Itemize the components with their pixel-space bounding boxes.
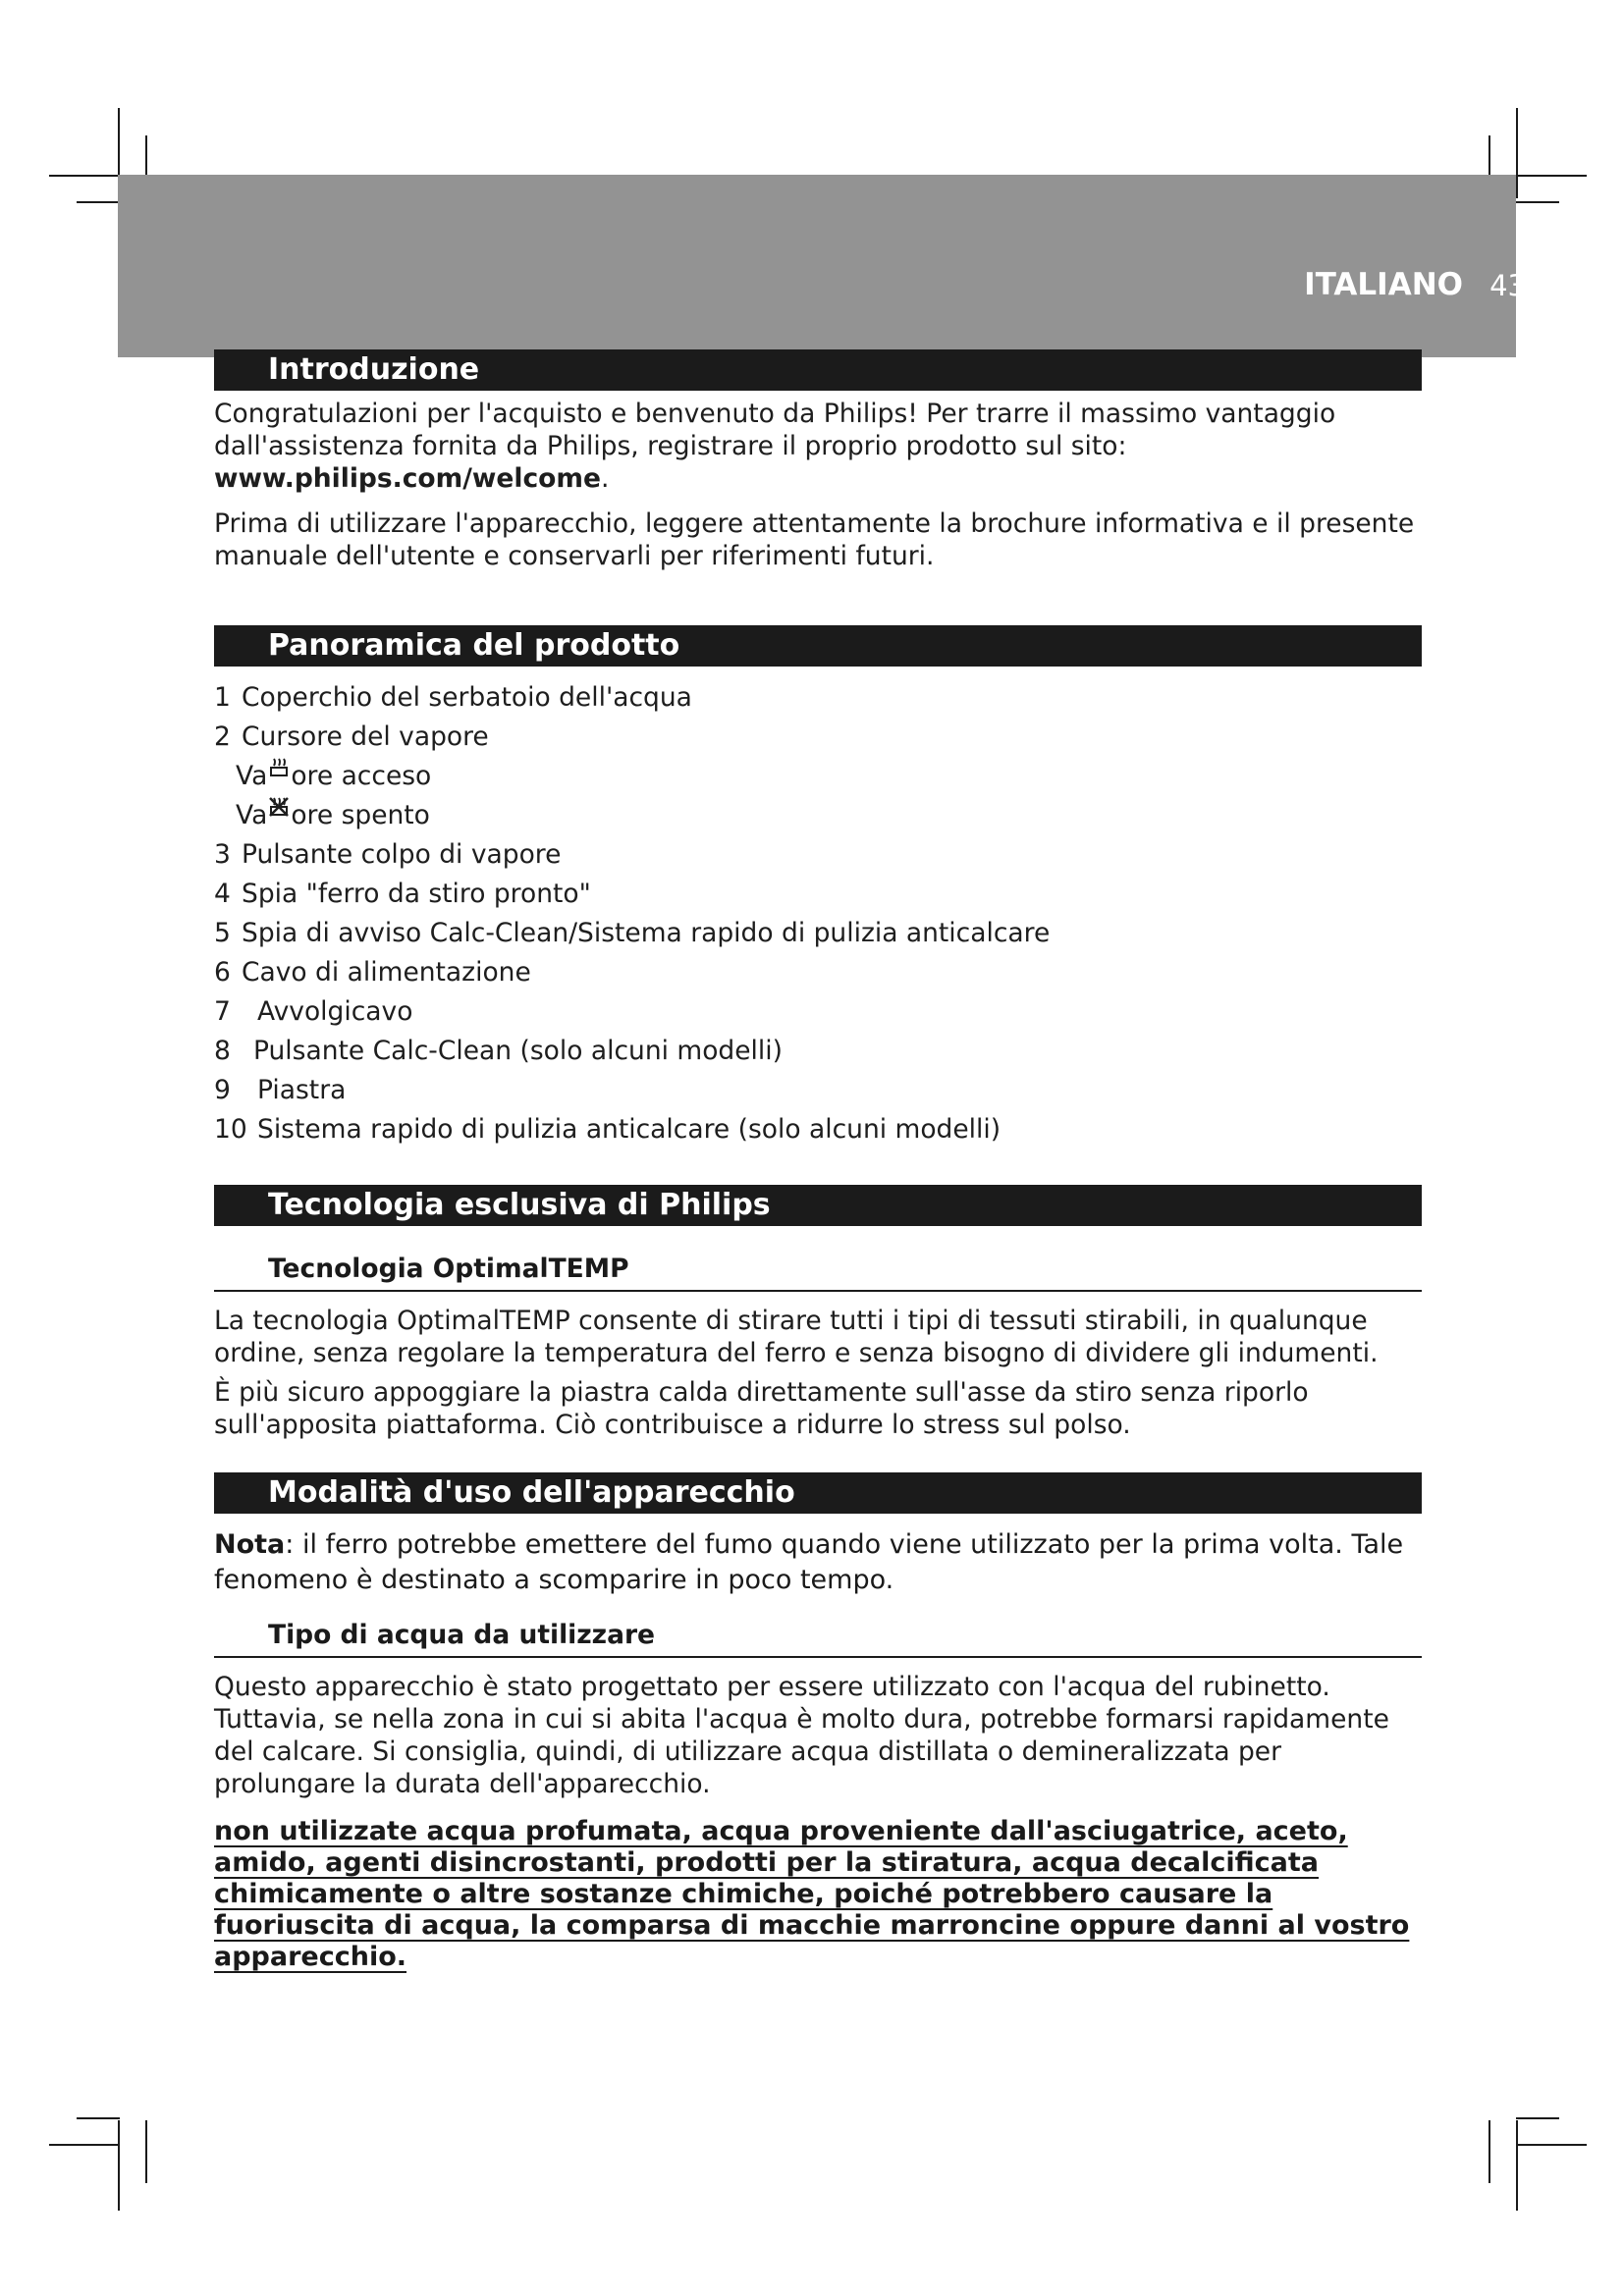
intro-paragraph-2: Prima di utilizzare l'apparecchio, leggere attentamente la brochure informativa e il presente manuale dell'utente e conservarli per riferimenti futuri. xyxy=(214,508,1415,571)
crop-mark xyxy=(49,2144,120,2146)
section-title-tecnologia: Tecnologia esclusiva di Philips xyxy=(214,1185,1422,1226)
welcome-url: www.philips.com/welcome xyxy=(214,463,601,494)
crop-mark xyxy=(1489,2120,1490,2183)
list-item xyxy=(214,1071,1422,1110)
list-item xyxy=(214,953,1422,992)
steam-on-icon xyxy=(268,757,290,778)
crop-mark xyxy=(1516,108,1518,198)
subsection-title-acqua: Tipo di acqua da utilizzare xyxy=(214,1620,1422,1658)
tecnologia-paragraph-1: La tecnologia OptimalTEMP consente di stirare tutti i tipi di tessuti stirabili, in qualunque ordine, senza regolare la temperatura del ferro e senza bisogno di dividere gli indumenti. xyxy=(214,1306,1379,1368)
sub-item-prefix: Va xyxy=(236,761,268,791)
crop-mark xyxy=(1516,201,1559,203)
crop-mark xyxy=(77,201,120,203)
list-item xyxy=(214,1032,1422,1071)
item-number: 6 xyxy=(214,957,231,988)
language-label: ITALIANO xyxy=(1304,267,1463,302)
crop-mark xyxy=(1516,2120,1518,2211)
note-paragraph xyxy=(214,1527,1422,1598)
item-number: 7 xyxy=(214,996,231,1027)
item-number: 2 xyxy=(214,721,231,752)
crop-mark xyxy=(145,2120,147,2183)
list-item xyxy=(214,992,1422,1032)
item-number: 1 xyxy=(214,682,231,713)
list-sub-item xyxy=(214,796,1422,835)
crop-mark xyxy=(118,2120,120,2211)
section-title-panoramica: Panoramica del prodotto xyxy=(214,625,1422,667)
crop-mark xyxy=(1516,2117,1559,2119)
item-label: Spia di avviso Calc-Clean/Sistema rapido di pulizia anticalcare xyxy=(242,918,1051,948)
item-label: Pulsante colpo di vapore xyxy=(242,839,562,870)
item-label: Cursore del vapore xyxy=(242,721,489,752)
list-item xyxy=(214,718,1422,757)
section-title-introduzione: Introduzione xyxy=(214,349,1422,391)
item-label: Piastra xyxy=(257,1075,347,1105)
list-sub-item xyxy=(214,757,1422,796)
acqua-paragraph: Questo apparecchio è stato progettato per essere utilizzato con l'acqua del rubinetto. Tuttavia, se nella zona in cui si abita l'acqua è molto dura, potrebbe formarsi rapidamente del calcare. Si consiglia, quindi, di utilizzare acqua distillata o demineralizzata per prolungare la durata dell'apparecchio. xyxy=(214,1672,1389,1799)
item-number: 9 xyxy=(214,1075,231,1105)
item-label: Sistema rapido di pulizia anticalcare (solo alcuni modelli) xyxy=(257,1114,1001,1145)
item-number: 4 xyxy=(214,879,231,909)
crop-mark xyxy=(1516,175,1587,177)
item-label: Spia "ferro da stiro pronto" xyxy=(242,879,591,909)
note-text: : il ferro potrebbe emettere del fumo quando viene utilizzato per la prima volta. Tale fenomeno è destinato a scomparire in poco tempo. xyxy=(214,1529,1404,1595)
sub-item-text: ore spento xyxy=(291,800,430,830)
subsection-title-optimaltemp: Tecnologia OptimalTEMP xyxy=(214,1254,1422,1292)
tecnologia-paragraph-2: È più sicuro appoggiare la piastra calda direttamente sull'asse da stiro senza riporlo sull'apposita piattaforma. Ciò contribuisce a ridurre lo stress sul polso. xyxy=(214,1377,1309,1440)
list-item xyxy=(214,914,1422,953)
item-label: Coperchio del serbatoio dell'acqua xyxy=(242,682,692,713)
intro-paragraph-1 xyxy=(214,398,1422,495)
intro-period: . xyxy=(600,463,610,494)
list-item xyxy=(214,875,1422,914)
warning-text: non utilizzate acqua profumata, acqua proveniente dall'asciugatrice, aceto, amido, agenti disincrostanti, prodotti per la stiratura, acqua decalcificata chimicamente o altre sostanze chimiche, poiché potrebbero causare la fuoriuscita di acqua, la comparsa di macchie marroncine oppure danni al vostro apparecchio. xyxy=(214,1816,1410,1972)
item-label: Pulsante Calc-Clean (solo alcuni modelli) xyxy=(253,1036,783,1066)
crop-mark xyxy=(49,175,120,177)
sub-item-text: ore acceso xyxy=(291,761,432,791)
item-number: 3 xyxy=(214,839,231,870)
item-number: 10 xyxy=(214,1114,247,1145)
item-label: Cavo di alimentazione xyxy=(242,957,531,988)
item-number: 8 xyxy=(214,1036,231,1066)
page-number: 43 xyxy=(1489,269,1526,302)
item-number: 5 xyxy=(214,918,231,948)
intro-text: Congratulazioni per l'acquisto e benvenuto da Philips! Per trarre il massimo vantaggio dall'assistenza fornita da Philips, registrare il proprio prodotto sul sito: xyxy=(214,399,1336,461)
note-label: Nota xyxy=(214,1529,286,1560)
crop-mark xyxy=(1516,2144,1587,2146)
warning-paragraph xyxy=(214,1816,1422,1973)
header-band xyxy=(118,175,1516,357)
parts-list xyxy=(214,678,1422,1149)
list-item xyxy=(214,678,1422,718)
section-title-modalita: Modalità d'uso dell'apparecchio xyxy=(214,1472,1422,1514)
sub-item-prefix: Va xyxy=(236,800,268,830)
page-content xyxy=(214,349,1422,1973)
list-item xyxy=(214,835,1422,875)
list-item xyxy=(214,1110,1422,1149)
steam-off-icon xyxy=(268,796,290,818)
item-label: Avvolgicavo xyxy=(257,996,413,1027)
crop-mark xyxy=(77,2117,120,2119)
